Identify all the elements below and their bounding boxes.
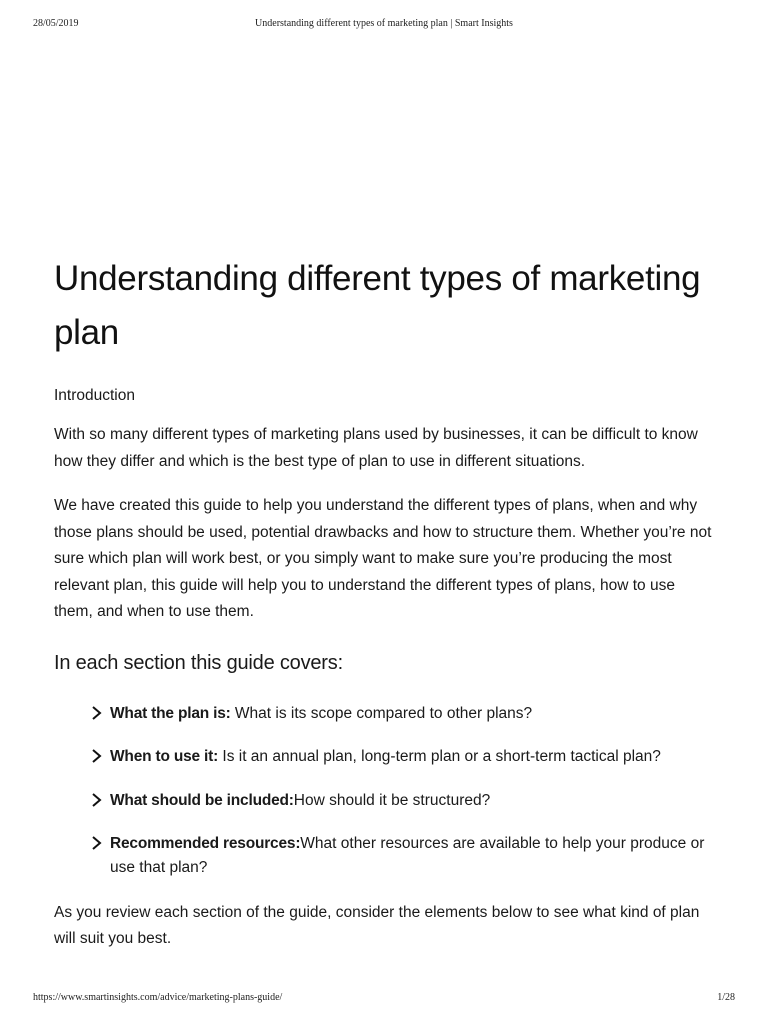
chevron-right-icon: [90, 833, 104, 853]
intro-paragraph-1: With so many different types of marketing plans used by businesses, it can be difficult to know how they differ and which is the best type of plan to use in different situations.: [54, 426, 698, 470]
list-item: [90, 702, 716, 726]
closing-paragraph: As you review each section of the guide, consider the elements below to see what kind of plan will suit you best.: [54, 903, 700, 947]
intro-heading: Introduction: [54, 387, 135, 404]
list-item-text: How should it be structured?: [293, 791, 491, 809]
list-item-text: Is it an annual plan, long-term plan or a short-term tactical plan?: [218, 748, 661, 765]
list-item-term: What the plan is:: [110, 704, 231, 722]
list-item: [90, 745, 716, 769]
print-url: https://www.smartinsights.com/advice/marketing-plans-guide/: [33, 992, 283, 1003]
list-item-term: What should be included:: [110, 791, 294, 809]
page-number: 1/28: [717, 992, 735, 1003]
chevron-right-icon: [90, 746, 104, 766]
article: [54, 252, 716, 953]
list-item-term: Recommended resources:: [110, 835, 301, 852]
chevron-right-icon: [90, 703, 104, 723]
print-date: 28/05/2019: [33, 18, 79, 29]
covers-list: [54, 702, 716, 881]
list-item: [90, 789, 716, 813]
page-title: Understanding different types of marketing plan: [54, 259, 701, 352]
chevron-right-icon: [90, 790, 104, 810]
intro-paragraph-2: We have created this guide to help you understand the different types of plans, when and why those plans should be used, potential drawbacks and how to structure them. Whether you’re not sure which plan will work best, or you simply want to make sure you’re producing the most relevant plan, this guide will help you to understand the different types of plans, how to use them, and when to use them.: [54, 497, 712, 620]
list-item-text: What is its scope compared to other plans?: [230, 704, 533, 722]
list-item: [90, 832, 716, 880]
list-item-term: When to use it:: [110, 748, 219, 765]
list-item-text: What other resources are available to help your produce or use that plan?: [110, 835, 705, 876]
print-page-title: Understanding different types of marketing plan | Smart Insights: [255, 18, 513, 29]
section-heading: In each section this guide covers:: [54, 651, 343, 674]
